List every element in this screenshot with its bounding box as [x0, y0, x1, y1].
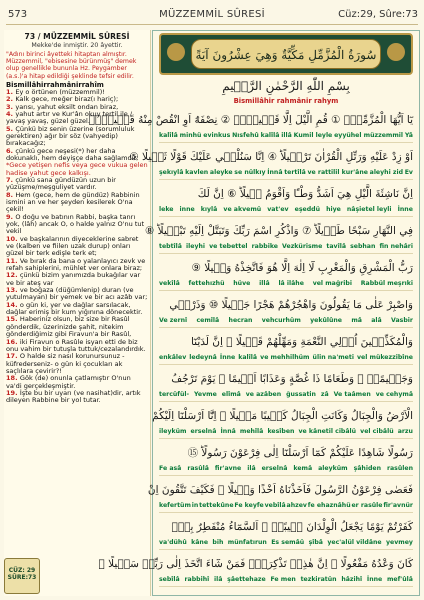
transliteration-word: nâşietel leyli: [346, 206, 392, 213]
transliteration-word: aleyhi zid: [369, 169, 403, 176]
transliteration-word: kalîlâ: [159, 132, 178, 139]
meal-verse-number: 13.: [6, 286, 20, 295]
transliteration-word: vel cibâlü: [360, 428, 394, 435]
line-divider: [159, 364, 413, 365]
transliteration-line: [159, 279, 413, 289]
transliteration-line: [159, 575, 413, 585]
transliteration-word: ilâ: [213, 576, 223, 583]
transliteration-word: sebîlâ: [159, 576, 180, 583]
surah-banner-text: سُورَةُ الْمُزَّمِّلِ مَكِّيَّةٌ وَهِيَ عِشْرُونَ آيَةً: [195, 48, 377, 62]
transliteration-word: illâ: [259, 280, 270, 287]
transliteration-word: ledeynâ: [189, 354, 217, 361]
meal-verse-text: iki Firavun o Rasûle isyan etti de biz onu vahim bir tutuşla tuttuk/cezalandırdık.: [6, 337, 146, 353]
page-number: 573: [8, 9, 28, 20]
transliteration-word: zâ: [320, 391, 329, 398]
meal-verse-number: 17.: [6, 352, 20, 361]
transliteration-word: eyyühel müzzemmil: [334, 132, 404, 139]
transliteration-word: İnnâ: [220, 428, 236, 435]
transliteration-word: mef'ûlâ: [386, 576, 413, 583]
header-divider: [6, 24, 418, 25]
meal-verse-text: Kalk gece, meğer biraz(ı hariç);: [15, 95, 119, 104]
transliteration-word: yekûlûne: [310, 317, 342, 324]
transliteration-word: sebhan: [350, 243, 376, 250]
transliteration-word: şâhiden: [353, 465, 381, 472]
transliteration-word: aleyke: [209, 169, 233, 176]
meal-verse-text: O halde siz nasıl korunursunuz -küfrederseniz- o gün ki çocukları ak saçlılara çevirir?!: [6, 352, 125, 375]
meal-verse-number: 5.: [6, 124, 16, 133]
line-divider: [159, 512, 413, 513]
transliteration-word: İnne: [219, 354, 236, 361]
meal-verse-text: yahut artır ve Kur'ân okuy tertil ile / yavaş yavaş, güzel güzel.: [6, 109, 133, 126]
transliteration-word: erselnâ: [261, 465, 288, 472]
meal-verse: [4, 192, 150, 214]
transliteration-line: [159, 538, 413, 548]
transliteration-word: Kumil leyle: [293, 132, 333, 139]
ornament-icon: [167, 43, 185, 61]
transliteration-word: Ve zernî: [159, 317, 188, 324]
transliteration-word: ülin na'meti: [312, 354, 354, 361]
transliteration-word: tercüfül-: [159, 391, 190, 398]
meal-verse: [4, 302, 150, 317]
transliteration-word: vekîlâ: [159, 280, 180, 287]
meal-verse-text: ve başkalarının diyeceklerine sabret ve (kalben ve fiilen uzak durup) onları güzel bir terk edişle terk et;: [6, 234, 139, 258]
arabic-line: رَسُولًا شَاهِدًا عَلَيْكُمْ كَمَٓا اَرْسَلْنَٓا اِلٰى فِرْعَوْنَ رَسُولًاؕ ⑮: [187, 447, 413, 459]
transliteration-word: hüve: [233, 280, 251, 287]
transliteration-word: kemâ: [293, 465, 313, 472]
line-divider: [159, 179, 413, 180]
transliteration-line: [159, 464, 413, 474]
transliteration-word: münfatırun: [227, 539, 267, 546]
meal-intro: "Adını birinci âyetteki hitaptan almıştır. Müzzemmil, "ebisesine bürünmüş" demek olup genellikle bununla Hz. Peygamber (a.s.)'a hitap edildiği şeklinde tefsir edilir.: [6, 51, 137, 80]
meal-verse: [4, 272, 150, 287]
transliteration-word: ve azâben: [245, 391, 282, 398]
meal-verse-text: çünkü bizim yanımızda bukağılar var ve bir ateş var: [6, 271, 141, 287]
transliteration-word: ve akvemü: [223, 206, 262, 213]
meal-verse-number: 8.: [6, 190, 16, 199]
transliteration-word: kalîlâ: [238, 354, 258, 361]
side-badge-surah: SÛRE:73: [7, 574, 37, 581]
transliteration-word: se nülkıy: [234, 169, 266, 176]
meal-verse: [4, 177, 150, 192]
meal-verse-text: İşte bu bir uyarı (ve nasihat)dir, artık dileyen Rabbine bir yol tutar.: [6, 388, 141, 405]
mushaf-column: [88, 30, 420, 596]
transliteration-word: kefertüm: [159, 502, 191, 509]
transliteration-line: [159, 131, 413, 141]
transliteration-word: İnne: [366, 576, 383, 583]
transliteration-word: Fe keyfe: [234, 502, 264, 509]
line-divider: [159, 401, 413, 402]
surah-banner-frame: [191, 39, 381, 69]
transliteration-line: [159, 316, 413, 326]
basmala-arabic: بِسْمِ اللّٰهِ الرَّحْمٰنِ الرَّح۪يمِ: [222, 79, 350, 93]
transliteration-word: şâettehaze: [227, 576, 266, 583]
transliteration-word: Nısfehû: [232, 132, 259, 139]
meal-verse-number: 10.: [6, 234, 20, 243]
meal-verse-number: 6.: [6, 146, 16, 155]
meal-verse-number: 15.: [6, 315, 20, 324]
arabic-line: كَفَرْتُمْ يَوْمًا يَجْعَلُ الْوِلْدَانَ ش۪يبًاۗ ⑰ اَلسَّمَٓاءُ مُنْفَطِرٌ بِه۪ؕ: [171, 521, 413, 533]
meal-title: 73 / MÜZZEMMİL SÛRESİ: [24, 32, 130, 41]
basmala-transliteration: Bismillâhir rahmânir rahym: [233, 97, 339, 105]
transliteration-line: [159, 353, 413, 363]
transliteration-word: Vasbir: [391, 317, 413, 324]
transliteration-word: tebtîlâ: [159, 243, 182, 250]
juz-surah-label: Cüz:29, Sûre:73: [338, 9, 418, 20]
transliteration-word: tettekûne: [199, 502, 234, 509]
meal-verse-number: 3.: [6, 102, 16, 111]
line-divider: [159, 549, 413, 550]
transliteration-word: ilâ: [247, 465, 256, 472]
transliteration-word: Es semâü: [271, 539, 305, 546]
transliteration-word: ğussatin: [286, 391, 316, 398]
meal-verse: [4, 287, 150, 302]
arabic-line: فَعَصٰى فِرْعَوْنُ الرَّسُولَ فَاَخَذْنَاهُ اَخْذًا وَب۪يلًا ⑯ فَكَيْفَ تَتَّقُونَ اِنْ: [147, 484, 413, 496]
transliteration-word: ileyküm: [159, 428, 187, 435]
line-divider: [159, 216, 413, 217]
meal-verse: [4, 375, 150, 390]
juz-side-badge: [4, 558, 40, 594]
arabic-line: رَبُّ الْمَشْرِقِ وَالْمَغْرِبِ لَٓا اِلٰهَ اِلَّا هُوَ فَاتَّخِذْهُ وَك۪يلًا ⑨: [191, 262, 413, 274]
transliteration-word: kalîlâ: [260, 132, 280, 139]
meal-verse-text: Gök (de) onunla çatlamıştır O'nun va'di gerçekleşmiştir.: [6, 374, 131, 390]
meal-verse-text: ve boğaza (düğümlenip) duran (ve yutulmayan) bir yemek ve bir acı azâb var;: [6, 286, 148, 302]
transliteration-word: İnne: [397, 206, 413, 213]
transliteration-word: vebîlâ: [264, 502, 286, 509]
meal-verse-number: 19.: [6, 388, 20, 397]
transliteration-word: in: [191, 502, 199, 509]
transliteration-word: Rabbül meşrıki: [360, 280, 413, 287]
meal-verse-number: 7.: [6, 175, 16, 184]
meal-verse-text: *Gece yetişen nefis veya gece vukua gelen hadise yahut gece kalkışı.: [6, 161, 148, 177]
transliteration-word: hâzihî: [341, 576, 363, 583]
transliteration-word: kavlen: [185, 169, 209, 176]
transliteration-word: yevmey: [385, 539, 413, 546]
transliteration-word: tertîlâ: [284, 169, 306, 176]
meal-verse-text: Ve bırak da bana o yalanlayıcı zevk ve refah sahiplerini, mühlet ver onlara biraz;: [6, 256, 146, 273]
arabic-line: كَانَ وَعْدُهُ مَفْعُولًا ⑱ اِنَّ هٰذِه۪ تَذْكِرَةٌۚ فَمَنْ شَٓاءَ اتَّخَذَ اِلٰى رَبِّه۪ سَب۪يلًا ⑲: [98, 558, 413, 570]
meal-verse-number: 11.: [6, 256, 20, 265]
meal-verse-number: 4.: [6, 109, 16, 118]
meal-verse-list: [4, 89, 150, 405]
arabic-line: الْاَرْضُ وَالْجِبَالُ وَكَانَتِ الْجِبَالُ كَث۪يبًا مَه۪يلًا ⑭ اِنَّٓا اَرْسَلْنَٓا اِلَيْكُمْ: [152, 410, 413, 422]
meal-subtitle: Mekke'de inmiştir. 20 âyettir.: [31, 42, 123, 49]
transliteration-word: leke: [159, 206, 174, 213]
arabic-line: يَٓا اَيُّهَا الْمُزَّمِّلُۙ ① قُمِ الَّيْلَ اِلَّا قَل۪يلًاۙ ② نِصْفَهُٓ اَوِ انْقُصْ مِنْهُ قَل۪يلًاۙ: [88, 114, 413, 126]
line-divider: [159, 438, 413, 439]
transliteration-word: kâne: [191, 539, 209, 546]
transliteration-word: ahzev: [286, 502, 307, 509]
transliteration-word: rasûlen: [386, 465, 413, 472]
line-divider: [159, 586, 413, 587]
meal-verse-text: Hem (gece, hem de gündüz) Rabbinin ismini an ve her şeyden kesilerek O'na çekil!: [6, 190, 140, 214]
meal-verse-text: yarısı, yahut eksilt ondan biraz,: [15, 102, 119, 111]
transliteration-word: Yevme: [194, 391, 217, 398]
transliteration-word: va'dühû: [159, 539, 187, 546]
transliteration-line: [159, 427, 413, 437]
meal-verse-number: 9.: [6, 212, 16, 221]
meal-verse: [4, 316, 150, 338]
transliteration-word: aleyküm: [318, 465, 348, 472]
transliteration-word: Fe asâ: [159, 465, 182, 472]
meal-verse-text: Ey o örtünen (müzzemmil)!: [15, 87, 105, 96]
transliteration-word: şîbâ: [308, 539, 323, 546]
transliteration-line: [159, 501, 413, 511]
transliteration-word: hiye: [326, 206, 341, 213]
transliteration-word: fir'avne: [214, 465, 242, 472]
transliteration-word: kesîben: [267, 428, 295, 435]
transliteration-word: ve cehymâ: [375, 391, 413, 398]
meal-verse-number: 2.: [6, 95, 16, 104]
transliteration-word: minhü: [179, 132, 202, 139]
transliteration-word: ve mehhilhüm: [260, 354, 310, 361]
transliteration-word: rabbike: [251, 243, 278, 250]
meal-verse-text: çünkü gece neşesi(*) her daha dokunaklı, hem deyişçe daha sağlamdır;: [6, 146, 139, 162]
transliteration-line: [159, 168, 413, 178]
line-divider: [159, 142, 413, 143]
transliteration-word: lâ ilâhe: [278, 280, 304, 287]
meal-verse-number: 14.: [6, 300, 20, 309]
transliteration-word: illâ: [281, 132, 292, 139]
transliteration-word: vel mükezzibîne: [357, 354, 413, 361]
meal-verse: [4, 339, 150, 354]
transliteration-word: mehîlâ: [239, 428, 264, 435]
transliteration-word: evinkus: [203, 132, 231, 139]
meal-verse-number: 1.: [6, 87, 16, 96]
transliteration-word: fe ehaznâhü: [307, 502, 351, 509]
meal-verse: [4, 353, 150, 375]
meal-verse-text: Çünkü biz senin üzerine (sorumluluk gerektiren) ağır bir söz (vahyedip) bırakacağız;: [6, 124, 135, 148]
transliteration-word: vel mağribi: [312, 280, 352, 287]
transliteration-word: cemîlâ: [196, 317, 220, 324]
transliteration-word: rabbihî: [184, 576, 210, 583]
side-badge-juz: CÜZ: 29: [8, 567, 36, 574]
arabic-line: وَالْمُكَذِّب۪ينَ اُو۬لِي النَّعْمَةِ وَمَهِّلْهُمْ قَل۪يلًا ⑪ اِنَّ لَدَيْنَٓا: [190, 336, 413, 348]
transliteration-word: Ve taâmen: [333, 391, 371, 398]
transliteration-word: ve kânetil cibâlü: [298, 428, 357, 435]
arabic-line: وَاصْبِرْ عَلٰى مَا يَقُولُونَ وَاهْجُرْهُمْ هَجْرًا جَم۪يلًا ⑩ وَذَرْن۪ي: [169, 299, 413, 311]
meal-verse: [4, 148, 150, 163]
arabic-line: اِنَّ نَاشِئَةَ الَّيْلِ هِيَ اَشَدُّ وَطْـًٔا وَاَقْوَمُ ق۪يلًاؕ ⑥ اِنَّ لَكَ: [197, 188, 413, 200]
arabic-line: فِي النَّهَارِ سَبْحًا طَو۪يلًاؕ ⑦ وَاذْكُرِ اسْمَ رَبِّكَ وَتَبَتَّلْ اِلَيْهِ تَبْت۪يلًاؕ ⑧: [144, 225, 413, 237]
arabic-line: اَوْ زِدْ عَلَيْهِ وَرَتِّلِ الْقُرْاٰنَ تَرْت۪يلًاؕ ④ اِنَّا سَنُلْق۪ي عَلَيْكَ قَوْلًا ثَق۪يلًا ⑤: [129, 151, 413, 163]
transliteration-line: [159, 242, 413, 252]
page-header: [0, 0, 424, 28]
meal-verse-text: çünkü sana gündüzün uzun bir yüzüşme/meşguliyet vardır.: [6, 175, 116, 192]
meal-verse-number: 18.: [6, 374, 20, 383]
transliteration-word: İnnâ: [267, 169, 283, 176]
transliteration-word: inne: [179, 206, 195, 213]
meal-verse-number: 16.: [6, 337, 20, 346]
transliteration-word: Fe men: [270, 576, 296, 583]
transliteration-word: vat'ev: [267, 206, 289, 213]
transliteration-word: erselnâ: [190, 428, 217, 435]
transliteration-word: fin nehâri: [379, 243, 413, 250]
arabic-line: وَجَح۪يمًاۙ ⑫ وَطَعَامًا ذَا غُصَّةٍ وَعَذَابًا اَل۪يمًا ⑬ يَوْمَ تَرْجُفُ: [171, 373, 413, 385]
transliteration-word: fettehızhü: [188, 280, 225, 287]
transliteration-line: [159, 205, 413, 215]
meal-verse-text: o gün ki, yer ve dağlar sarsılacak, dağlar erimiş bir kum yığınına dönecektir.: [6, 300, 143, 317]
transliteration-word: er rasûle: [351, 502, 383, 509]
meal-verse-text: Haberiniz olsun, biz size bir Rasûl gönderdik, üzerinizde şahit, nitekim gönderdiğimiz gibi Firavun'a bir Rasûl,: [6, 315, 132, 339]
transliteration-word: Yâ: [404, 132, 413, 139]
transliteration-word: enkâlev: [159, 354, 187, 361]
meal-verse: [4, 390, 150, 405]
transliteration-word: fir'avnür: [383, 502, 413, 509]
meal-verse: [4, 236, 150, 258]
line-divider: [159, 290, 413, 291]
transliteration-word: ve rattilil kur'âne: [307, 169, 368, 176]
transliteration-word: Vezkürisme: [282, 243, 323, 250]
transliteration-word: şekıylâ: [159, 169, 184, 176]
transliteration-word: hecran: [228, 317, 253, 324]
ornament-icon: [387, 43, 405, 61]
transliteration-word: arzu: [397, 428, 413, 435]
page-title: MÜZZEMMİL SÛRESİ: [159, 9, 265, 20]
meal-verse: [4, 214, 150, 236]
transliteration-word: yec'alül vildâne: [327, 539, 382, 546]
meal-verse: [4, 162, 150, 177]
surah-banner: [159, 33, 413, 75]
transliteration-word: alâ: [371, 317, 382, 324]
transliteration-word: elîmâ: [221, 391, 241, 398]
transliteration-word: tavîlâ: [326, 243, 346, 250]
transliteration-word: eşeddü: [294, 206, 320, 213]
meal-basmala: Bismillâhirrahmânirrahîm: [6, 80, 104, 89]
transliteration-word: kıylâ: [200, 206, 218, 213]
transliteration-word: bih: [212, 539, 224, 546]
line-divider: [159, 327, 413, 328]
transliteration-line: [159, 390, 413, 400]
transliteration-word: Ev: [404, 169, 413, 176]
line-divider: [159, 253, 413, 254]
meal-verse-text: O doğu ve batının Rabbi, başka tanrı yok, (lâh) ancak O, o halde yalnız O'nu tut vekil: [6, 212, 145, 236]
transliteration-word: rasûlâ: [187, 465, 209, 472]
transliteration-word: ve tebettel: [209, 243, 248, 250]
transliteration-word: ileyhi: [186, 243, 206, 250]
transliteration-word: vehcurhüm: [261, 317, 301, 324]
meal-verse-number: 12.: [6, 271, 20, 280]
meal-verse: [4, 258, 150, 273]
line-divider: [159, 475, 413, 476]
transliteration-word: tezkiratün: [300, 576, 337, 583]
transliteration-word: mâ: [351, 317, 362, 324]
